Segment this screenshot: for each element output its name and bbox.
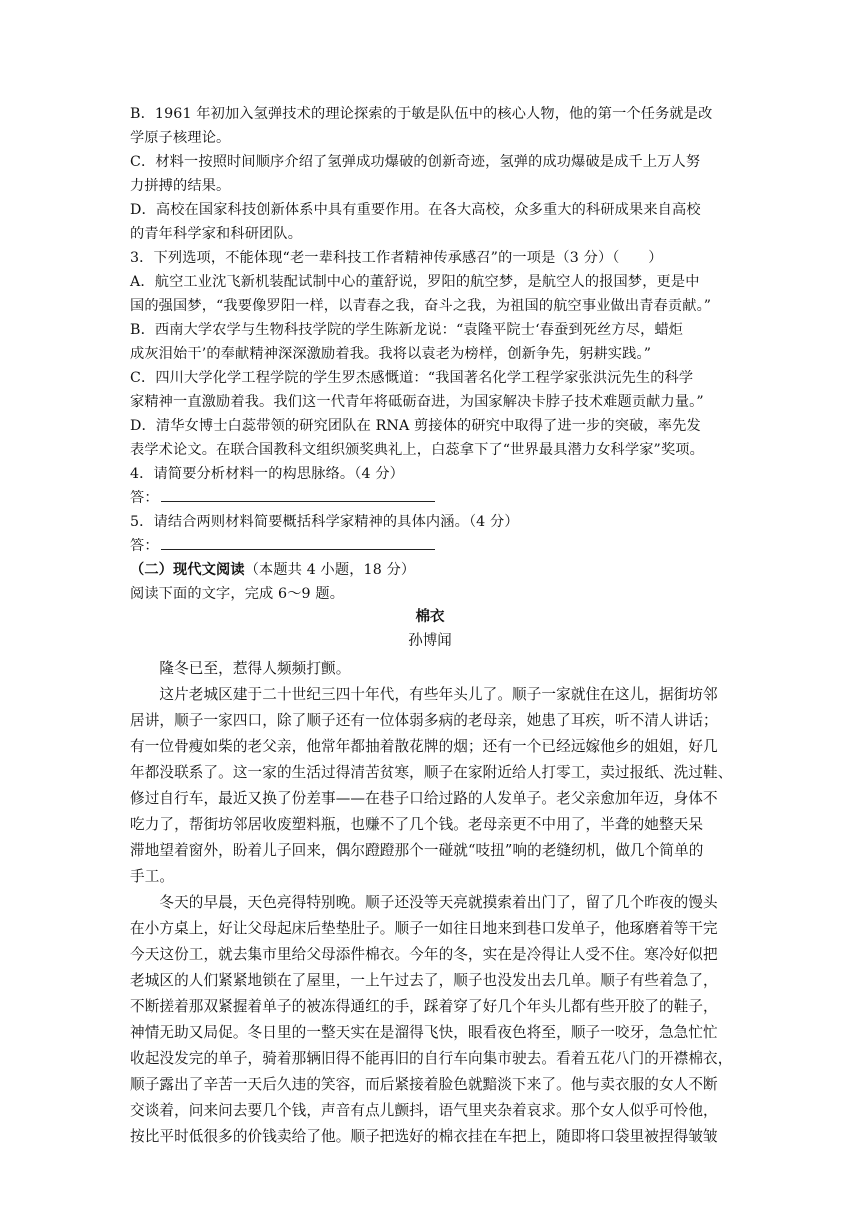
q3-option-b-line-1: B．西南大学农学与生物科技学院的学生陈新龙说：“袁隆平院士‘春蚕到死丝方尽，蜡炬 <box>130 322 684 338</box>
story-line: 居讲，顺子一家四口，除了顺子还有一位体弱多病的老母亲，她患了耳疾，听不清人讲话； <box>130 712 718 729</box>
story-line: 修过自行车，最近又换了份差事——在巷子口给过路的人发单子。老父亲愈加年迈，身体不 <box>130 790 718 807</box>
story-line: 老城区的人们紧紧地锁在了屋里，一上午过去了，顺子也没发出去几单。顺子有些着急了， <box>130 972 718 989</box>
story-line: 隆冬已至，惹得人频频打颤。 <box>130 660 351 677</box>
story-author: 孙博闻 <box>408 633 452 649</box>
question-4-stem: 4．请简要分析材料一的构思脉络。（4 分） <box>130 466 404 482</box>
story-line: 有一位骨瘦如柴的老父亲，他常年都抽着散花牌的烟；还有一个已经远嫁他乡的姐姐，好几 <box>130 738 718 755</box>
q3-option-d-line-1: D．清华女博士白蕊带领的研究团队在 RNA 剪接体的研究中取得了进一步的突破，率先发 <box>130 418 701 434</box>
q3-option-d-line-2: 表学术论文。在联合国教科文组织颁奖典礼上，白蕊拿下了“世界最具潜力女科学家”奖项。 <box>130 442 704 458</box>
question-5-stem: 5．请结合两则材料简要概括科学家精神的具体内涵。（4 分） <box>130 514 519 530</box>
option-c-line-1: C．材料一按照时间顺序介绍了氢弹成功爆破的创新奇迹，氢弹的成功爆破是成千上万人努 <box>130 154 701 170</box>
section-score-note: （本题共 4 小题，18 分） <box>244 562 416 578</box>
story-line: 顺子露出了辛苦一天后久违的笑容，而后紧接着脸色就黯淡下来了。他与卖衣服的女人不断 <box>130 1076 718 1093</box>
answer-blank-line[interactable] <box>161 487 435 502</box>
story-line: 今天这份工，就去集市里给父母添件棉衣。今年的冬，实在是冷得让人受不住。寒冷好似把 <box>130 946 718 963</box>
story-line: 在小方桌上，好让父母起床后垫垫肚子。顺子一如往日地来到巷口发单子，他琢磨着等干完 <box>130 920 718 937</box>
option-c-line-2: 力拼搏的结果。 <box>130 178 231 194</box>
q3-option-b-line-2: 成灰泪始干’的奉献精神深深激励着我。我将以袁老为榜样，创新争先，躬耕实践。” <box>130 346 652 362</box>
answer-label: 答： <box>130 538 159 554</box>
story-title: 棉衣 <box>415 608 445 625</box>
option-d-line-2: 的青年科学家和科研团队。 <box>130 226 303 242</box>
story-line: 滞地望着窗外，盼着儿子回来，偶尔蹬蹬那个一碰就“吱扭”响的老缝纫机，做几个简单的 <box>130 842 704 859</box>
story-line: 冬天的早晨，天色亮得特别晚。顺子还没等天亮就摸索着出门了，留了几个昨夜的馒头 <box>130 894 718 911</box>
reading-instruction: 阅读下面的文字，完成 6～9 题。 <box>130 586 345 602</box>
q3-option-c-line-2: 家精神一直激励着我。我们这一代青年将砥砺奋进，为国家解决卡脖子技术难题贡献力量。” <box>130 394 704 410</box>
answer-label: 答： <box>130 490 159 506</box>
story-line: 按比平时低很多的价钱卖给了他。顺子把选好的棉衣挂在车把上，随即将口袋里被捏得皱皱 <box>130 1128 718 1145</box>
q3-option-a-line-1: A．航空工业沈飞新机装配试制中心的董舒说，罗阳的航空梦，是航空人的报国梦，更是中 <box>130 274 700 290</box>
story-line: 不断搓着那双紧握着单子的被冻得通红的手，踩着穿了好几个年头儿都有些开胶了的鞋子， <box>130 998 718 1015</box>
option-d-line-1: D．高校在国家科技创新体系中具有重要作用。在各大高校，众多重大的科研成果来自高校 <box>130 202 701 218</box>
story-line: 吃力了，帮街坊邻居收废塑料瓶，也赚不了几个钱。老母亲更不中用了，半聋的她整天呆 <box>130 816 704 833</box>
option-b-line-2: 学原子核理论。 <box>130 130 231 146</box>
section-heading <box>130 558 735 582</box>
section-title: （二）现代文阅读 <box>130 562 245 578</box>
story-line: 手工。 <box>130 868 175 885</box>
option-b-line-1: B．1961 年初加入氢弹技术的理论探索的于敏是队伍中的核心人物，他的第一个任务就是改 <box>130 106 713 122</box>
story-line: 年都没联系了。这一家的生活过得清苦贫寒，顺子在家附近给人打零工，卖过报纸、洗过鞋、 <box>130 764 733 781</box>
story-line: 收起没发完的单子，骑着那辆旧得不能再旧的自行车向集市驶去。看着五花八门的开襟棉衣， <box>130 1050 733 1067</box>
question-3-stem: 3．下列选项，不能体现“老一辈科技工作者精神传承感召”的一项是（3 分）（ ） <box>130 250 663 266</box>
answer-blank-line[interactable] <box>161 535 435 550</box>
q3-option-a-line-2: 国的强国梦，“我要像罗阳一样，以青春之我，奋斗之我，为祖国的航空事业做出青春贡献。” <box>130 298 712 314</box>
q3-option-c-line-1: C．四川大学化学工程学院的学生罗杰感慨道：“我国著名化学工程学家张洪沅先生的科学 <box>130 370 694 386</box>
question-5-answer <box>130 534 735 558</box>
story-line: 神情无助又局促。冬日里的一整天实在是溜得飞快，眼看夜色将至，顺子一咬牙，急急忙忙 <box>130 1024 718 1041</box>
story-line: 这片老城区建于二十世纪三四十年代，有些年头儿了。顺子一家就住在这儿，据街坊邻 <box>130 686 718 703</box>
story-line: 交谈着，问来问去要几个钱，声音有点儿颤抖，语气里夹杂着哀求。那个女人似乎可怜他， <box>130 1102 718 1119</box>
question-4-answer <box>130 486 735 510</box>
